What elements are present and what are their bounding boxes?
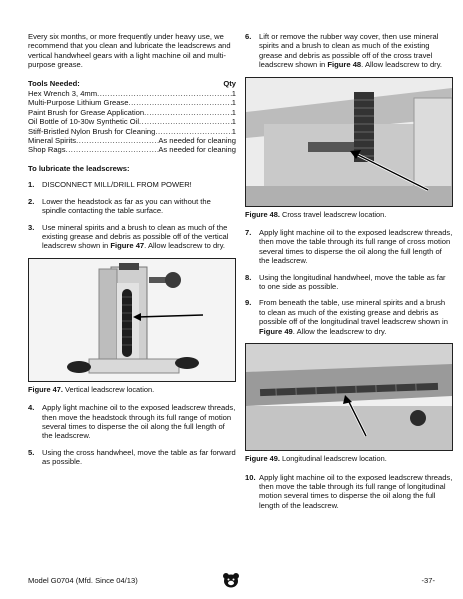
tool-item: Hex Wrench 3, 4mm ..... 1 [28,89,236,98]
tool-item: Mineral Spirits ..... As needed for cleaning [28,136,236,145]
step-6: 6. Lift or remove the rubber way cover, then use mineral spirits and a brush to clean as much of the existing grease and debris as possible off of the cross travel leadscrew shown in Figure 48. Allow leadscrew to dry. [245,32,443,70]
tool-item: Multi-Purpose Lithium Grease ..... 1 [28,98,236,107]
figure-47-image [28,258,236,382]
bear-logo-icon [222,572,240,588]
procedure-heading: To lubricate the leadscrews: [28,163,130,173]
step-5: 5. Using the cross handwheel, move the table as far forward as possible. [28,447,236,467]
left-column [28,32,236,474]
qty-heading: Qty [223,78,236,88]
step-2: 2. Lower the headstock as far as you can without the spindle contacting the table surface. [28,196,211,216]
page-number: -37- [421,576,435,585]
tool-item: Stiff-Bristled Nylon Brush for Cleaning ..... 1 [28,127,236,136]
step-7: 7. Apply light machine oil to the exposed leadscrew threads, then move the table through its full range of cross motion several times to disperse the oil along the full length of the leadscrew. [245,228,453,266]
tool-item: Shop Rags ..... As needed for cleaning [28,145,236,154]
tool-item: Paint Brush for Grease Application ..... 1 [28,108,236,117]
figure-ref: Figure 47 [110,241,145,251]
figure-47-caption: Figure 47. Vertical leadscrew location. [28,384,155,394]
figure-49-image [245,343,453,451]
step-1: 1. DISCONNECT MILL/DRILL FROM POWER! [28,180,192,190]
model-label: Model G0704 (Mfd. Since 04/13) [28,576,138,585]
figure-ref: Figure 49 [259,326,293,336]
step-8: 8. Using the longitudinal handwheel, move the table as far to one side as possible. [245,272,446,292]
figure-48-caption: Figure 48. Cross travel leadscrew location. [245,209,387,219]
tool-item: Oil Bottle of 10-30w Synthetic Oil ..... 1 [28,117,236,126]
figure-49-caption: Figure 49. Longitudinal leadscrew location. [245,454,387,464]
step-3: 3. Use mineral spirits and a brush to clean as much of the existing grease and debris as possible off of the vertical leadscrew shown in Figure 47. Allow leadscrew to dry. [28,222,229,251]
right-column [245,32,453,517]
tools-heading: Tools Needed: [28,78,80,88]
step-9: 9. From beneath the table, use mineral spirits and a brush to clean as much of the existing grease and debris as possible off of the longitudinal travel leadscrew shown in Figure 49. Allow the leadscrew to dry. [245,298,448,336]
step-4: 4. Apply light machine oil to the exposed leadscrew threads, then move the headstock through its full range of motion several times to disperse the oil along the full length of the leadscrew. [28,403,236,441]
intro-paragraph: Every six months, or more frequently under heavy use, we recommend that you clean and lubricate the leadscrews and vertical handwheel gears with a light machine oil and multi-purpose grease. [28,32,231,70]
step-10: 10. Apply light machine oil to the exposed leadscrew threads, then move the table through its full range of longitudinal motion several times to disperse the oil along the full length of the leadscrew. [245,472,453,510]
figure-48-image [245,77,453,207]
figure-ref: Figure 48 [327,60,362,70]
tools-header [28,79,236,88]
